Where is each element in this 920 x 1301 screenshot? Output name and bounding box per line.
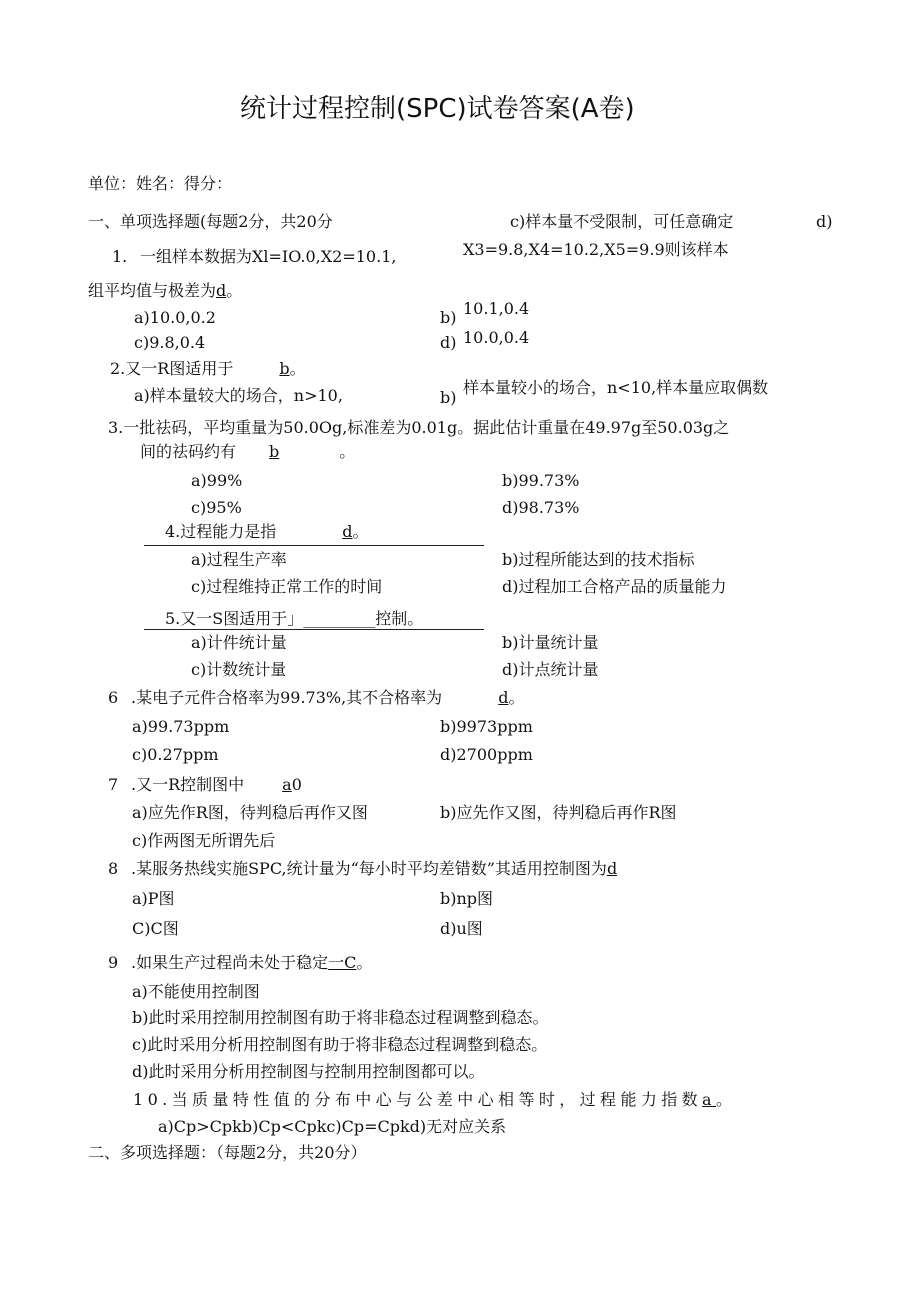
q6-answer: d	[498, 688, 509, 707]
q8-stem: .某服务热线实施SPC,统计量为“每小时平均差错数”其适用控制图为d	[131, 859, 618, 878]
q3-answer: b	[269, 442, 280, 461]
q3-option-c: c)95%	[191, 498, 242, 517]
q7-option-a: a)应先作R图，待判稳后再作又图	[132, 803, 368, 822]
q1-option-c: c)9.8,0.4	[134, 333, 206, 352]
q1-option-d: 10.0,0.4	[463, 328, 530, 347]
q7-number: 7	[108, 775, 119, 794]
q9-number: 9	[108, 953, 119, 972]
q7-stem: .又一R控制图中 a0	[131, 775, 302, 794]
q10-options: a)Cp>Cpkb)Cp<Cpkc)Cp=Cpkd)无对应关系	[158, 1117, 507, 1136]
q9-option-a: a)不能使用控制图	[132, 982, 260, 1001]
q1-option-b-label: b)	[440, 308, 457, 327]
q5-option-d: d)计点统计量	[502, 660, 599, 679]
q3-option-b: b)99.73%	[502, 471, 580, 490]
q9-option-b: b)此时采用控制用控制图有助于将非稳态过程调整到稳态。	[132, 1008, 549, 1027]
q6-option-b: b)9973ppm	[440, 717, 533, 736]
q1-option-a: a)10.0,0.2	[134, 308, 216, 327]
q9-stem: .如果生产过程尚未处于稳定一C。	[131, 953, 373, 972]
q10-stem: 10.当质量特性值的分布中心与公差中心相等时，过程能力指数a。	[133, 1090, 737, 1109]
q5-option-a: a)计件统计量	[191, 633, 287, 652]
q9-option-c: c)此时采用分析用控制图有助于将非稳态过程调整到稳态。	[132, 1035, 548, 1054]
q9-answer: 一C	[328, 953, 357, 972]
q5-option-b: b)计量统计量	[502, 633, 599, 652]
q7-answer: a	[282, 775, 292, 794]
section2-heading: 二、多项选择题：（每题2分，共20分）	[88, 1143, 367, 1162]
section1-heading: 一、单项选择题(每题2分，共20分	[88, 212, 333, 231]
q7-option-b: b)应先作又图，待判稳后再作R图	[440, 803, 677, 822]
q8-option-a: a)P图	[132, 889, 175, 908]
right-col-option-d-label: d)	[816, 212, 833, 231]
q3-option-d: d)98.73%	[502, 498, 580, 517]
q6-number: 6	[108, 688, 119, 707]
q1-stem: 一组样本数据为Xl=IO.0,X2=10.1,	[140, 247, 397, 266]
q6-stem: .某电子元件合格率为99.73%,其不合格率为 d。	[131, 688, 525, 707]
q3-stem-cont: 间的祛码约有 b 。	[140, 442, 356, 461]
q2-stem: 2.又一R图适用于 b。	[110, 359, 306, 378]
q5-blank: _________	[303, 609, 376, 628]
q4-divider	[144, 545, 484, 546]
q5-divider	[144, 629, 484, 630]
q6-option-d: d)2700ppm	[440, 745, 533, 764]
q8-option-d: d)u图	[440, 919, 483, 938]
q4-option-d: d)过程加工合格产品的质量能力	[502, 577, 727, 596]
q1-option-b: 10.1,0.4	[463, 299, 530, 318]
q7-option-c: c)作两图无所谓先后	[132, 831, 276, 850]
q4-stem: 4.过程能力是指 d。	[165, 522, 369, 541]
q4-option-b: b)过程所能达到的技术指标	[502, 550, 695, 569]
q10-answer: a	[702, 1090, 716, 1109]
q5-option-c: c)计数统计量	[191, 660, 287, 679]
q2-option-a: a)样本量较大的场合，n>10,	[134, 386, 343, 405]
q1-stem-cont: 组平均值与极差为d。	[88, 281, 243, 300]
q6-option-c: c)0.27ppm	[132, 745, 219, 764]
q1-number: 1.	[112, 247, 128, 266]
q2-option-b: 样本量较小的场合，n<10,样本量应取偶数	[463, 378, 769, 397]
q8-number: 8	[108, 859, 119, 878]
right-col-sample-line: X3=9.8,X4=10.2,X5=9.9则该样本	[463, 240, 729, 259]
page-title: 统计过程控制(SPC)试卷答案(A卷)	[240, 94, 635, 124]
q9-option-d: d)此时采用分析用控制图与控制用控制图都可以。	[132, 1062, 485, 1081]
q4-option-c: c)过程维持正常工作的时间	[191, 577, 383, 596]
q4-option-a: a)过程生产率	[191, 550, 287, 569]
q6-option-a: a)99.73ppm	[132, 717, 230, 736]
q8-answer: d	[606, 859, 618, 878]
q8-option-c: C)C图	[132, 919, 179, 938]
q4-answer: d	[342, 522, 353, 541]
header-fields: 单位：姓名：得分：	[88, 174, 233, 193]
q8-option-b: b)np图	[440, 889, 494, 908]
q3-stem: 3.一批祛码，平均重量为50.0Og,标准差为0.01g。据此估计重量在49.97g至50.03g之	[108, 418, 730, 437]
q1-option-d-label: d)	[440, 333, 457, 352]
q2-option-b-label: b)	[440, 388, 457, 407]
right-col-option-c: c)样本量不受限制，可任意确定	[510, 212, 734, 231]
q3-option-a: a)99%	[191, 471, 243, 490]
q5-stem: 5.又一S图适用于」_________控制。	[165, 609, 424, 628]
q1-answer: d	[216, 281, 227, 300]
q2-answer: b	[279, 359, 290, 378]
